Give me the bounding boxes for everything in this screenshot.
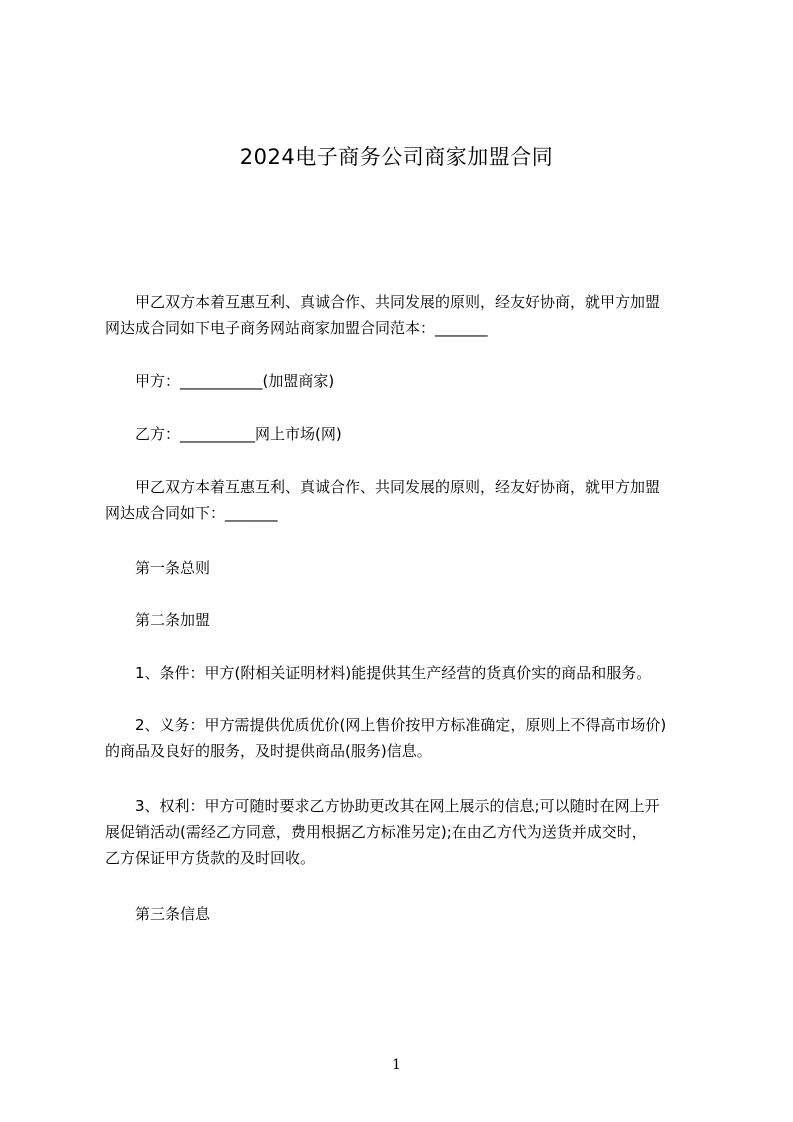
paragraph-line: 3、权利：甲方可随时要求乙方协助更改其在网上展示的信息;可以随时在网上开 <box>105 797 660 815</box>
article-1-heading <box>105 555 705 581</box>
paragraph-agreement-intro <box>105 474 705 526</box>
paragraph-line: 展促销活动(需经乙方同意，费用根据乙方标准另定);在由乙方代为送货并成交时， <box>105 823 647 841</box>
paragraph-line: 甲乙双方本着互惠互利、真诚合作、共同发展的原则，经友好协商，就甲方加盟 <box>105 293 661 311</box>
paragraph-line: 第二条加盟 <box>105 611 211 629</box>
clause-obligations <box>105 712 705 764</box>
paragraph-line: 的商品及良好的服务，及时提供商品(服务)信息。 <box>105 742 432 760</box>
paragraph-party-b <box>105 421 705 447</box>
paragraph-line: 甲乙双方本着互惠互利、真诚合作、共同发展的原则，经友好协商，就甲方加盟 <box>105 478 661 496</box>
paragraph-line: 乙方：__________网上市场(网) <box>105 425 342 443</box>
clause-rights <box>105 793 705 871</box>
paragraph-line: 第三条信息 <box>105 905 211 923</box>
page-number: 1 <box>392 1057 401 1073</box>
paragraph-preamble <box>105 289 705 341</box>
paragraph-line: 第一条总则 <box>105 559 211 577</box>
clause-conditions <box>105 660 705 686</box>
paragraph-line: 1、条件：甲方(附相关证明材料)能提供其生产经营的货真价实的商品和服务。 <box>105 664 652 682</box>
paragraph-line: 甲方：___________(加盟商家) <box>105 372 335 390</box>
paragraph-line: 网达成合同如下：_______ <box>105 504 278 522</box>
paragraph-party-a <box>105 368 705 394</box>
article-2-heading <box>105 607 705 633</box>
paragraph-line: 乙方保证甲方货款的及时回收。 <box>105 849 316 867</box>
paragraph-line: 2、义务：甲方需提供优质优价(网上售价按甲方标准确定，原则上不得高市场价) <box>105 716 667 734</box>
article-3-heading <box>105 901 705 927</box>
paragraph-line: 网达成合同如下电子商务网站商家加盟合同范本：_______ <box>105 319 488 337</box>
document-title: 2024电子商务公司商家加盟合同 <box>239 145 554 169</box>
